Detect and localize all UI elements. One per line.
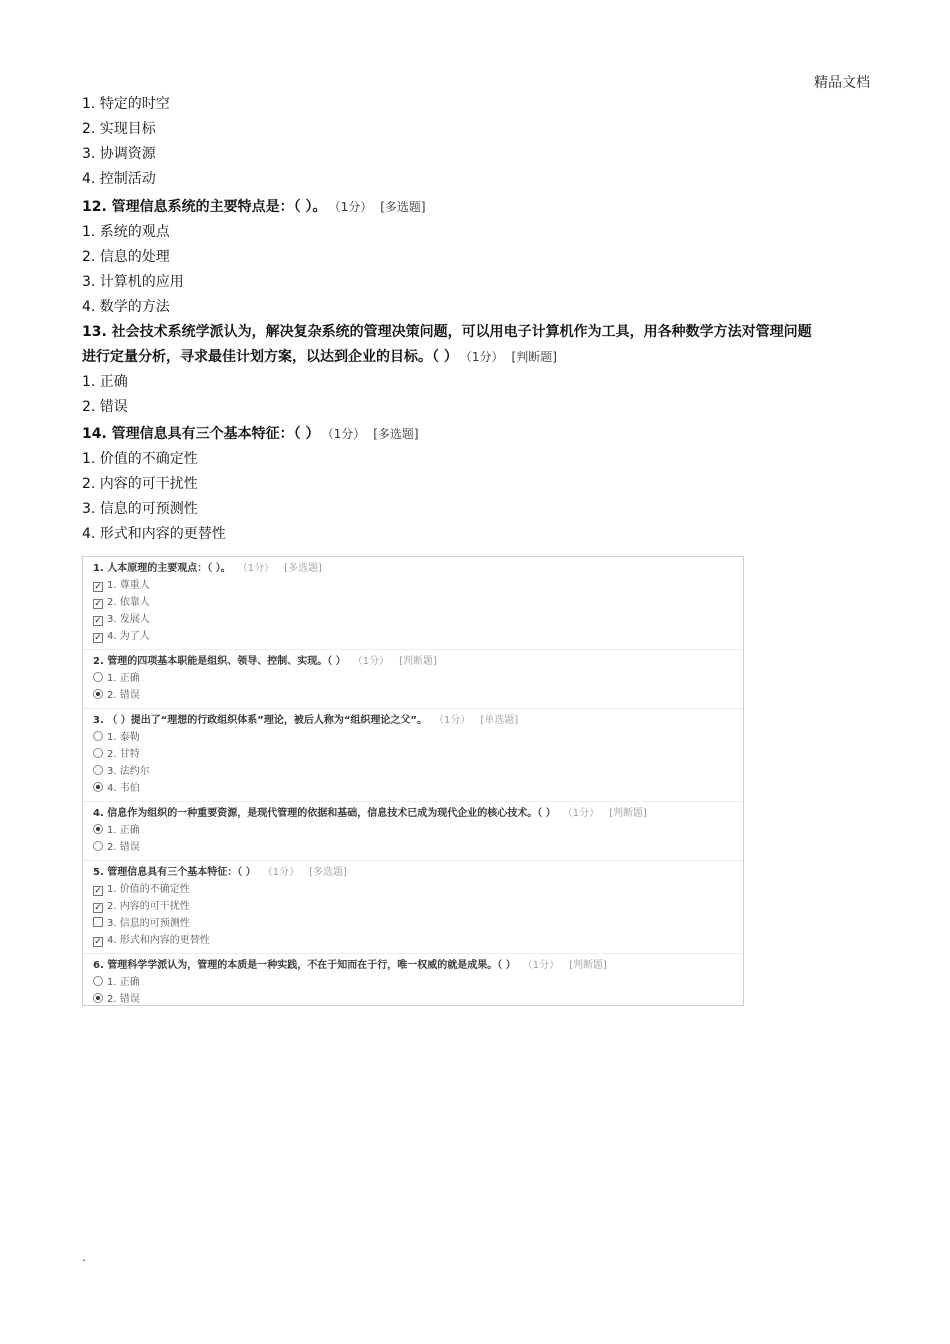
quiz-question-title [93,958,743,974]
radio-empty-icon[interactable] [93,672,103,682]
quiz-option-label: 2. 错误 [107,690,140,701]
q12-option: 2. 信息的处理 [82,249,170,265]
quiz-question-meta [243,563,322,574]
quiz-option[interactable] [93,670,743,687]
radio-selected-icon[interactable] [93,782,103,792]
quiz-option-label: 2. 错误 [107,994,140,1005]
quiz-question-score: （1分） [357,656,390,667]
quiz-option[interactable] [93,628,743,645]
quiz-question-title [93,713,743,729]
q14-option: 3. 信息的可预测性 [82,501,198,517]
radio-selected-icon[interactable] [93,689,103,699]
q12-score: （1分） [334,200,373,214]
quiz-option-label: 4. 韦伯 [107,783,140,794]
quiz-option-label: 1. 尊重人 [107,580,150,591]
header-watermark: 精品文档 [814,75,870,91]
footer-dot: . [82,1250,86,1264]
quiz-option-label: 3. 法约尔 [107,766,150,777]
quiz-option-label: 1. 正确 [107,673,140,684]
q13-option: 1. 正确 [82,374,128,390]
quiz-question-type: [判断题] [399,656,437,667]
quiz-option-label: 2. 错误 [107,842,140,853]
quiz-option[interactable] [93,611,743,628]
radio-empty-icon[interactable] [93,731,103,741]
quiz-question-score: （1分） [242,563,275,574]
quiz-option[interactable] [93,822,743,839]
quiz-question [83,709,743,802]
quiz-question-meta [568,808,647,819]
radio-selected-icon[interactable] [93,824,103,834]
quiz-option[interactable] [93,594,743,611]
checkbox-checked-icon[interactable]: ✓ [94,582,102,592]
quiz-question-score: （1分） [267,867,300,878]
quiz-option[interactable] [93,898,743,915]
q14-type: [多选题] [373,427,419,441]
quiz-question-text: 4. 信息作为组织的一种重要资源，是现代管理的依据和基础，信息技术已成为现代企业的核心技术。（ ） [93,808,556,819]
q13-meta [466,350,557,364]
q11-option: 3. 协调资源 [82,146,156,162]
quiz-question-text: 6. 管理科学学派认为，管理的本质是一种实践，不在于知而在于行，唯一权威的就是成果。（ ） [93,960,516,971]
q11-option: 2. 实现目标 [82,121,156,137]
q14-meta [328,427,419,441]
quiz-question-text: 5. 管理信息具有三个基本特征：（ ） [93,867,256,878]
checkbox-checked-icon[interactable]: ✓ [94,599,102,609]
quiz-question-text: 1. 人本原理的主要观点：（ ）。 [93,563,231,574]
radio-empty-icon[interactable] [93,765,103,775]
checkbox-checked-icon[interactable]: ✓ [94,633,102,643]
q12-title-text: 12. 管理信息系统的主要特点是：（ ）。 [82,199,327,215]
quiz-question [83,954,743,1012]
quiz-option[interactable] [93,932,743,949]
quiz-option-label: 2. 甘特 [107,749,140,760]
q13-title [82,320,842,370]
q11-option-list [82,92,842,192]
quiz-question-type: [判断题] [569,960,607,971]
quiz-option[interactable] [93,974,743,991]
quiz-question-type: [多选题] [309,867,347,878]
quiz-option[interactable] [93,746,743,763]
quiz-option-label: 3. 发展人 [107,614,150,625]
q12-meta [335,200,426,214]
q12-title [82,195,842,220]
q12-option: 3. 计算机的应用 [82,274,184,290]
quiz-question-title [93,654,743,670]
checkbox-empty-icon[interactable] [93,917,103,927]
q11-option: 4. 控制活动 [82,171,156,187]
quiz-option-label: 1. 正确 [107,825,140,836]
q14-title-text: 14. 管理信息具有三个基本特征：（ ） [82,426,320,442]
quiz-question-score: （1分） [527,960,560,971]
q13-option: 2. 错误 [82,399,128,415]
quiz-option[interactable] [93,687,743,704]
embedded-quiz-screenshot [82,556,744,1006]
q14-option: 2. 内容的可干扰性 [82,476,198,492]
q12-type: [多选题] [380,200,426,214]
quiz-question-type: [判断题] [609,808,647,819]
quiz-question-title [93,865,743,881]
quiz-question-meta [528,960,607,971]
q13-type: [判断题] [511,350,557,364]
q13-title-line2: 进行定量分析，寻求最佳计划方案，以达到企业的目标。（ ） [82,349,458,365]
quiz-question-title [93,561,743,577]
quiz-option[interactable] [93,729,743,746]
quiz-option[interactable] [93,881,743,898]
q14-option: 4. 形式和内容的更替性 [82,526,226,542]
quiz-option-label: 1. 泰勒 [107,732,140,743]
quiz-question-type: [单选题] [480,715,519,726]
quiz-question [83,861,743,954]
quiz-option[interactable] [93,991,743,1008]
quiz-option[interactable] [93,763,743,780]
quiz-question-type: [多选题] [284,563,322,574]
quiz-question-meta [268,867,347,878]
checkbox-checked-icon[interactable]: ✓ [94,616,102,626]
quiz-question [83,650,743,709]
radio-selected-icon[interactable] [93,993,103,1003]
quiz-option[interactable] [93,577,743,594]
quiz-question-title [93,806,743,822]
quiz-question-meta [358,656,437,667]
quiz-option-label: 4. 形式和内容的更替性 [107,935,210,946]
quiz-option[interactable] [93,839,743,856]
quiz-question [83,557,743,650]
q12-option: 4. 数学的方法 [82,299,170,315]
radio-empty-icon[interactable] [93,841,103,851]
quiz-option-label: 1. 正确 [107,977,140,988]
checkbox-checked-icon[interactable]: ✓ [94,886,102,896]
q12-option: 1. 系统的观点 [82,224,170,240]
quiz-option-label: 3. 信息的可预测性 [107,918,190,929]
q14-option: 1. 价值的不确定性 [82,451,198,467]
quiz-option-label: 4. 为了人 [107,631,150,642]
radio-empty-icon[interactable] [93,976,103,986]
quiz-question-text: 2. 管理的四项基本职能是组织、领导、控制、实现。（ ） [93,656,346,667]
document-body [82,92,842,547]
quiz-option-label: 2. 依靠人 [107,597,150,608]
quiz-option[interactable] [93,780,743,797]
quiz-question-score: （1分） [567,808,600,819]
q13-score: （1分） [465,350,504,364]
q13-title-line1: 13. 社会技术系统学派认为，解决复杂系统的管理决策问题，可以用电子计算机作为工具，用各种数学方法对管理问题 [82,324,812,340]
quiz-question-text: 3. （ ）提出了“理想的行政组织体系”理论，被后人称为“组织理论之父”。 [93,715,428,726]
q14-title [82,422,842,447]
quiz-option-label: 2. 内容的可干扰性 [107,901,190,912]
quiz-option[interactable] [93,915,743,932]
quiz-question [83,802,743,861]
q14-score: （1分） [327,427,366,441]
quiz-option-label: 1. 价值的不确定性 [107,884,190,895]
quiz-question-score: （1分） [439,715,471,726]
q11-option: 1. 特定的时空 [82,96,170,112]
checkbox-checked-icon[interactable]: ✓ [94,937,102,947]
checkbox-checked-icon[interactable]: ✓ [94,903,102,913]
quiz-question-meta [439,715,518,726]
radio-empty-icon[interactable] [93,748,103,758]
